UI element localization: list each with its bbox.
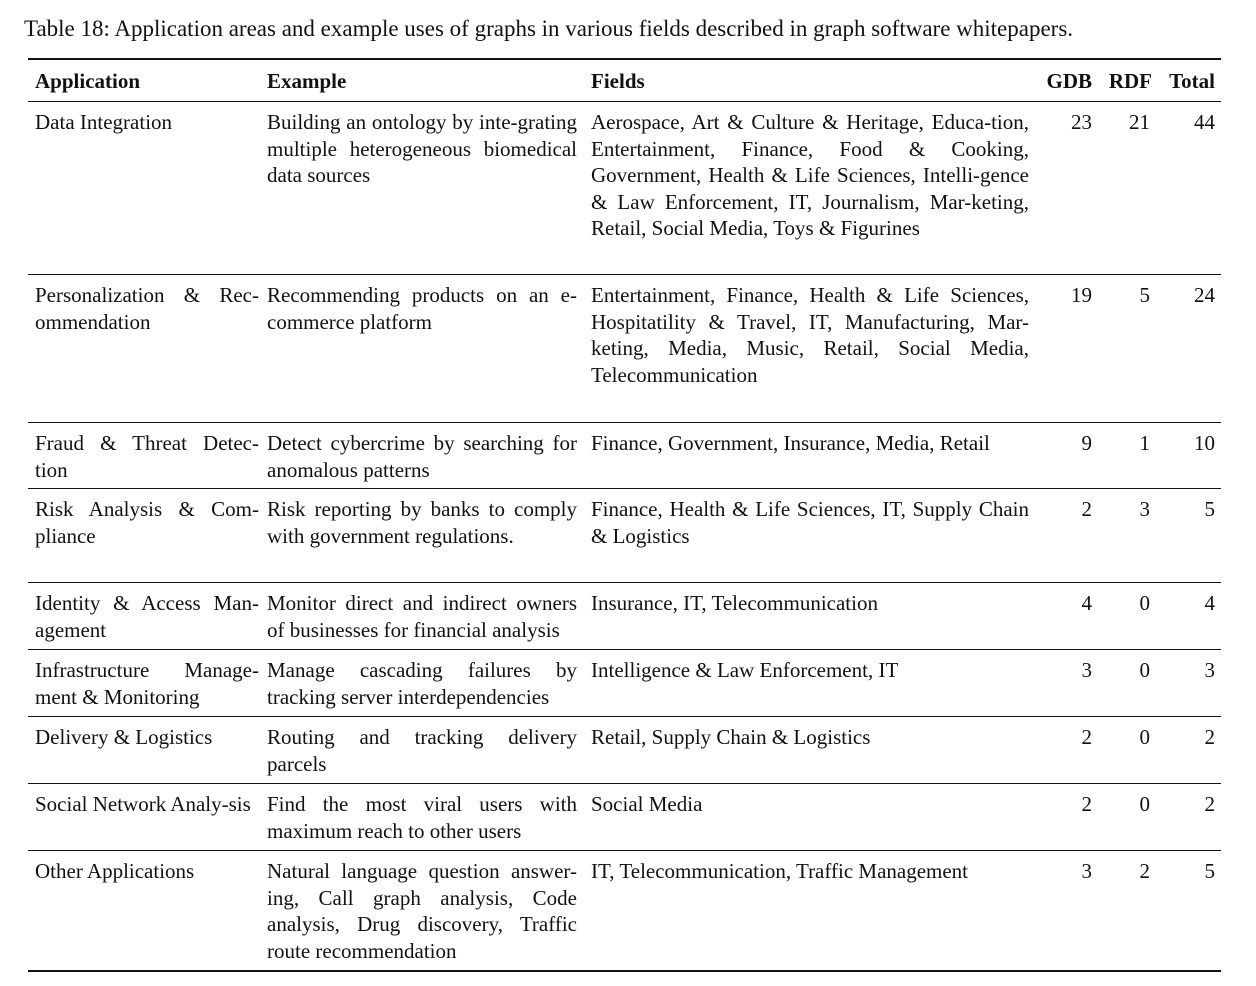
cell-fields: Intelligence & Law Enforcement, IT <box>591 658 899 682</box>
header-fields: Fields <box>591 69 645 93</box>
header-total: Total <box>1169 69 1215 93</box>
cell-example: Find the most viral users with maximum reach to other users <box>267 792 577 843</box>
cell-application: Personalization & Rec-ommendation <box>35 283 259 334</box>
cell-fields: IT, Telecommunication, Traffic Management <box>591 859 969 883</box>
cell-example: Recommending products on an e-commerce platform <box>267 283 577 334</box>
cell-gdb: 19 <box>1071 283 1092 307</box>
table-row <box>28 649 1221 716</box>
cell-rdf: 1 <box>1139 431 1150 455</box>
cell-rdf: 0 <box>1139 658 1150 682</box>
cell-rdf: 0 <box>1139 725 1150 749</box>
table-row <box>28 850 1221 970</box>
cell-total: 5 <box>1204 497 1215 521</box>
table-header-row <box>28 60 1221 102</box>
cell-example: Manage cascading failures by tracking server interdependencies <box>267 658 577 709</box>
header-example: Example <box>267 69 347 93</box>
table-row <box>28 488 1221 582</box>
cell-gdb: 2 <box>1081 497 1092 521</box>
cell-fields: Finance, Health & Life Sciences, IT, Supply Chain & Logistics <box>591 497 1029 548</box>
cell-rdf: 0 <box>1139 591 1150 615</box>
table-row <box>28 274 1221 422</box>
cell-gdb: 3 <box>1081 658 1092 682</box>
cell-application: Identity & Access Man-agement <box>35 591 259 642</box>
table-row <box>28 582 1221 649</box>
cell-example: Natural language question answer-ing, Call graph analysis, Code analysis, Drug discovery, Traffic route recommendation <box>267 859 577 963</box>
cell-gdb: 3 <box>1081 859 1092 883</box>
cell-application: Data Integration <box>35 110 173 134</box>
cell-application: Delivery & Logistics <box>35 725 213 749</box>
cell-gdb: 2 <box>1081 725 1092 749</box>
table-row <box>28 422 1221 488</box>
cell-total: 3 <box>1204 658 1215 682</box>
cell-rdf: 21 <box>1129 110 1150 134</box>
cell-application: Risk Analysis & Com-pliance <box>35 497 259 548</box>
cell-rdf: 0 <box>1139 792 1150 816</box>
cell-application: Social Network Analy-sis <box>35 792 251 816</box>
cell-rdf: 5 <box>1139 283 1150 307</box>
cell-total: 4 <box>1204 591 1215 615</box>
cell-example: Building an ontology by inte-grating multiple heterogeneous biomedical data sources <box>267 110 577 188</box>
cell-fields: Retail, Supply Chain & Logistics <box>591 725 871 749</box>
application-areas-table <box>28 58 1221 972</box>
cell-application: Other Applications <box>35 859 195 883</box>
cell-application: Fraud & Threat Detec-tion <box>35 431 259 482</box>
cell-fields: Entertainment, Finance, Health & Life Sciences, Hospitatility & Travel, IT, Manufacturing, Mar-keting, Media, Music, Retail, Social Media, Telecommunication <box>591 283 1029 387</box>
cell-rdf: 2 <box>1139 859 1150 883</box>
cell-total: 10 <box>1194 431 1215 455</box>
cell-gdb: 9 <box>1081 431 1092 455</box>
cell-fields: Aerospace, Art & Culture & Heritage, Educa-tion, Entertainment, Finance, Food & Cooking, Government, Health & Life Sciences, Intelli-gence & Law Enforcement, IT, Journalism, Mar-keting, Retail, Social Media, Toys & Figurines <box>591 110 1029 241</box>
cell-total: 2 <box>1204 725 1215 749</box>
cell-example: Risk reporting by banks to comply with government regulations. <box>267 497 577 548</box>
table-caption: Table 18: Application areas and example uses of graphs in various fields described in graph software whitepapers. <box>24 16 1074 41</box>
cell-gdb: 23 <box>1071 110 1092 134</box>
cell-fields: Social Media <box>591 792 703 816</box>
header-application: Application <box>35 69 141 93</box>
cell-gdb: 4 <box>1081 591 1092 615</box>
header-gdb: GDB <box>1046 69 1092 93</box>
cell-example: Detect cybercrime by searching for anomalous patterns <box>267 431 577 482</box>
cell-fields: Finance, Government, Insurance, Media, Retail <box>591 431 990 455</box>
table-row <box>28 102 1221 274</box>
cell-total: 5 <box>1204 859 1215 883</box>
cell-total: 44 <box>1194 110 1215 134</box>
cell-total: 2 <box>1204 792 1215 816</box>
cell-rdf: 3 <box>1139 497 1150 521</box>
cell-fields: Insurance, IT, Telecommunication <box>591 591 878 615</box>
header-rdf: RDF <box>1108 69 1152 93</box>
cell-example: Routing and tracking delivery parcels <box>267 725 577 776</box>
cell-application: Infrastructure Manage-ment & Monitoring <box>35 658 259 709</box>
cell-gdb: 2 <box>1081 792 1092 816</box>
cell-example: Monitor direct and indirect owners of businesses for financial analysis <box>267 591 577 642</box>
table-row <box>28 783 1221 850</box>
table-row <box>28 716 1221 783</box>
cell-total: 24 <box>1194 283 1215 307</box>
